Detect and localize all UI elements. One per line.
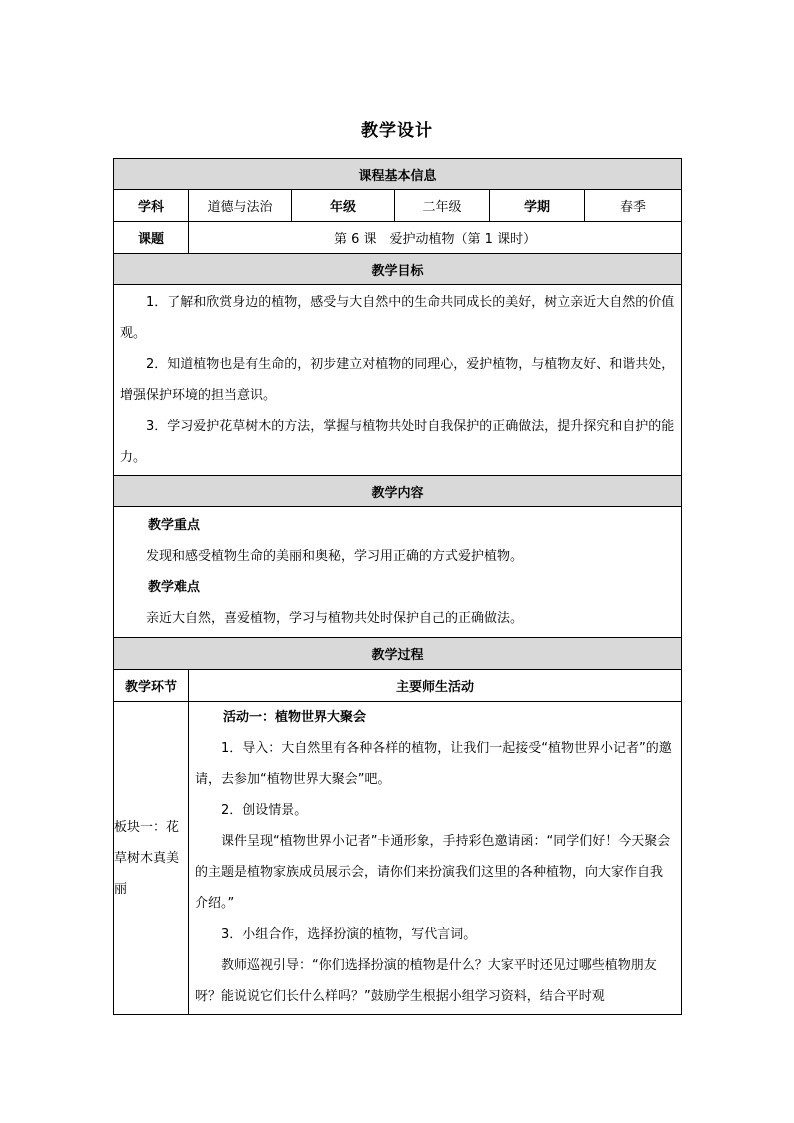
difficulty-label: 教学难点 (148, 580, 201, 595)
goal-item: 3．学习爱护花草树木的方法，掌握与植物共处时自我保护的正确做法，提升探究和自护的能力。 (120, 419, 675, 465)
subject-label: 学科 (114, 190, 189, 222)
goal-item: 2．知道植物也是有生命的，初步建立对植物的同理心，爱护植物，与植物友好、和谐共处，增强保护环境的担当意识。 (120, 357, 675, 403)
section-content: 教学内容 (114, 476, 682, 507)
term-value: 春季 (585, 190, 682, 222)
term-label: 学期 (490, 190, 585, 222)
key-point-text: 发现和感受植物生命的美丽和奥秘，学习用正确的方式爱护植物。 (146, 549, 524, 564)
document-title: 教学设计 (361, 121, 433, 141)
stage-name: 板块一：花草树木真美丽 (114, 702, 189, 1015)
topic-label: 课题 (114, 222, 189, 254)
content-cell (114, 507, 682, 638)
key-point-label: 教学重点 (148, 518, 201, 533)
activity-step: 3．小组合作，选择扮演的植物，写代言词。 (221, 927, 477, 942)
section-basic-info: 课程基本信息 (114, 159, 682, 190)
stage-column-header: 教学环节 (114, 670, 189, 702)
section-process: 教学过程 (114, 638, 682, 670)
subject-value: 道德与法治 (189, 190, 292, 222)
difficulty-text: 亲近大自然，喜爱植物，学习与植物共处时保护自己的正确做法。 (146, 611, 524, 626)
activity-step: 教师巡视引导：“你们选择扮演的植物是什么？大家平时还见过哪些植物朋友呀？能说说它们长什么样吗？”鼓励学生根据小组学习资料，结合平时观 (195, 958, 657, 1004)
section-goals: 教学目标 (114, 254, 682, 285)
grade-value: 二年级 (395, 190, 490, 222)
activity-step: 2．创设情景。 (221, 803, 308, 818)
activity-title: 活动一：植物世界大聚会 (223, 710, 367, 725)
grade-label: 年级 (292, 190, 395, 222)
goal-item: 1．了解和欣赏身边的植物，感受与大自然中的生命共同成长的美好，树立亲近大自然的价值观。 (120, 295, 675, 341)
topic-value: 第 6 课 爱护动植物（第 1 课时） (189, 222, 682, 254)
activity-column-header: 主要师生活动 (189, 670, 682, 702)
lesson-plan-table (113, 158, 682, 1015)
goals-cell (114, 285, 682, 476)
activity-step: 1．导入：大自然里有各种各样的植物，让我们一起接受“植物世界小记者”的邀请，去参加“植物世界大聚会”吧。 (195, 741, 672, 787)
activity-cell (189, 702, 682, 1015)
activity-step: 课件呈现“植物世界小记者”卡通形象，手持彩色邀请函：“同学们好！今天聚会的主题是植物家族成员展示会，请你们来扮演我们这里的各种植物，向大家作自我介绍。” (195, 834, 671, 911)
